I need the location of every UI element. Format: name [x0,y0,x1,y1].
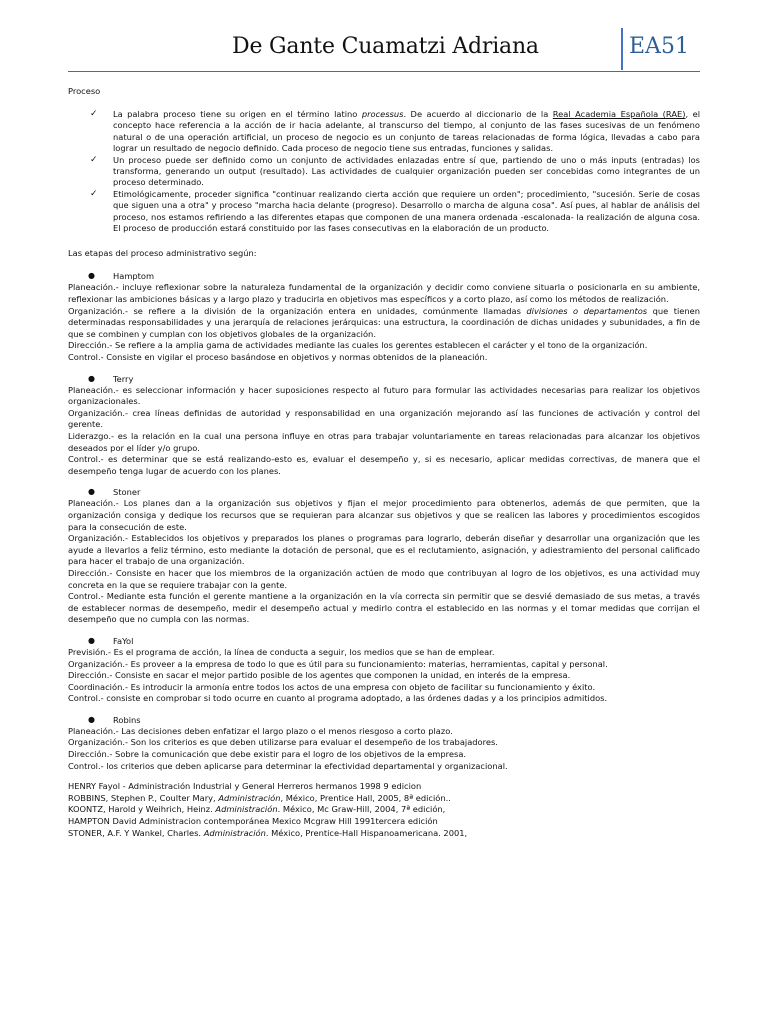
text-run: Planeación.- es seleccionar información y hacer suposiciones respecto al futuro para formular las actividades necesarias para realizar los objetivos organizacionales. [68,384,700,407]
header-rule [68,71,700,72]
text-run: que tienen determinadas responsabilidades y una jerarquía de relaciones jerárquicas: una estructura, la coordinación de dichas unidades y subunidades, a fin de que se combinen y cumplan con los objetivos globales de la organización. [68,305,700,339]
italic-title: Administración [218,792,281,803]
text-run: Organización.- Establecidos los objetivos y preparados los planes o programas para lograrlo, deberán diseñar y desarrollar una organización que les ayude a llevarlos a feliz término, esto mediante la dotación de personal, que es el reclutamiento, asignación, y adiestramiento del personal calificado para hacer el trabajo de una organización. [68,533,700,567]
references-list [68,781,700,839]
text-run: Control.- Mediante esta función el gerente mantiene a la organización en la vía correcta sin permitir que se desvié demasiado de sus metas, a través de establecer normas de desempeño, medir el desempeño actual y medirlo contra el establecido en las normas y el tomar medidas que corrijan el desempeño que no cumpla con las normas. [68,591,700,625]
text-run: , México, Prentice Hall, 2005, 8ª edición.. [280,792,451,803]
text-run: Dirección.- Sobre la comunicación que debe existir para el logro de los objetivos de la empresa. [68,749,467,760]
stage-entry [68,659,700,671]
author-name: Terry [113,373,134,384]
text-run: Dirección.- Consiste en hacer que los miembros de la organización actúen de modo que contribuyan al logro de los objetivos, es una actividad muy concreta en la que se requiere trabajar con la gente. [68,567,700,590]
checkmark-icon: ✓ [90,188,98,199]
author-name-header: De Gante Cuamatzi Adriana [232,34,539,59]
text-run: ROBBINS, Stephen P., Coulter Mary, [68,792,219,803]
author-block [68,635,700,705]
stage-entry [68,726,700,738]
stage-entry [68,385,700,408]
author-block [68,486,700,626]
stage-entry [68,647,700,659]
reference-item [68,816,700,828]
author-name: Stoner [113,487,141,498]
italic-title: Administración [215,804,278,815]
stage-entry [68,408,700,431]
author-heading [68,373,700,385]
text-run: Liderazgo.- es la relación en la cual una persona influye en otras para trabajar voluntariamente en tareas relacionadas para alcanzar los objetivos deseados por el líder y/o grupo. [68,431,700,453]
stage-entry [68,306,700,341]
checkmark-icon: ✓ [90,154,98,165]
text-run: Control.- consiste en comprobar si todo ocurre en cuanto al programa adoptado, a las órdenes dadas y a los principios admitidos. [68,693,608,704]
header-separator [621,28,623,70]
text-run: HAMPTON David Administracion contemporánea Mexico Mcgraw Hill 1991tercera edición [68,816,438,827]
text-run: . México, Mc Graw-Hill, 2004, 7ª edición, [277,804,446,815]
author-name: Robins [113,714,141,725]
item-text: Etimológicamente, proceder significa "continuar realizando cierta acción que requiere un orden"; procedimiento, "sucesión. Serie de cosas que siguen una a otra" y proceso "marcha hacia delante (progreso). Desarrollo o marcha de alguna cosa". Así pues, al hablar de análisis del proceso, nos estamos refiriendo a las diferentes etapas que componen de una manera ordenada -escalonada- la realización de alguna cosa. El proceso de producción estará constituido por las fases consecutivas en la elaboración de un producto. [113,188,700,234]
author-name: Hamptom [113,271,155,282]
checklist-item [68,109,700,155]
text-run: Control.- los criterios que deben aplicarse para determinar la efectividad departamental y organizacional. [68,760,508,771]
text-run: La palabra proceso tiene su origen en el término latino [113,109,362,119]
definition-checklist [68,109,700,234]
item-text [113,109,700,153]
stage-entry [68,352,700,364]
stage-entry [68,431,700,454]
text-run: KOONTZ, Harold y Weihrich, Heinz. [68,804,216,815]
author-heading [68,714,700,726]
text-run: HENRY Fayol - Administración Industrial y General Herreros hermanos 1998 9 edicion [68,781,422,792]
stage-entry [68,737,700,749]
item-text: Un proceso puede ser definido como un conjunto de actividades enlazadas entre sí que, partiendo de uno o más inputs (entradas) los transforma, generando un output (resultado). Las actividades de cualquier organización pueden ser concebidas como integrantes de un proceso determinado. [113,154,700,188]
stage-entry [68,454,700,477]
text-run: Planeación.- Los planes dan a la organización sus objetivos y fijan el mejor procedimiento para obtenerlos, además de que permiten, que la organización consiga y dedique los recursos que se requieran para alcanzar sus objetivos y que se realicen las labores y procedimientos escogidos para la consecución de este. [68,498,700,532]
bullet-icon: ● [88,271,95,281]
author-block [68,270,700,363]
text-run: Coordinación.- Es introducir la armonía entre todos los actos de una empresa con objeto de facilitar su funcionamiento y éxito. [68,681,596,692]
etapas-heading: Las etapas del proceso administrativo según: [68,248,257,259]
author-name: FaYol [113,635,134,646]
bullet-icon: ● [88,373,95,383]
text-run: Dirección.- Se refiere a la amplia gama de actividades mediante las cuales los gerentes establecen el carácter y el tono de la organización. [68,340,648,351]
author-heading [68,270,700,282]
text-run: Organización.- Son los criterios es que deben utilizarse para evaluar el desempeño de los trabajadores. [68,737,498,748]
text-run: Control.- Consiste en vigilar el proceso basándose en objetivos y normas obtenidos de la planeación. [68,352,488,363]
author-heading [68,486,700,498]
stage-entry [68,693,700,705]
stage-entry [68,591,700,626]
author-block [68,373,700,478]
stage-entry [68,533,700,568]
reference-item [68,781,700,793]
stage-entry [68,682,700,694]
document-body [68,86,700,839]
text-run: Previsión.- Es el programa de acción, la línea de conducta a seguir, los medios que se han de emplear. [68,646,495,657]
bullet-icon: ● [88,635,95,645]
text-run: Planeación.- Las decisiones deben enfatizar el largo plazo o el menos riesgoso a corto plazo. [68,725,453,736]
italic-term: processus [361,109,404,119]
text-run: Control.- es determinar que se está realizando-esto es, evaluar el desempeño y, si es necesario, aplicar medidas correctivas, de manera que el desempeño tenga lugar de acuerdo con los planes. [68,454,700,476]
stage-entry [68,761,700,773]
text-run: STONER, A.F. Y Wankel, Charles. [68,827,204,838]
checklist-item [68,155,700,189]
stage-entry [68,749,700,761]
italic-title: Administración [203,827,266,838]
bullet-icon: ● [88,714,95,724]
authors-list [68,270,700,772]
section-title: Proceso [68,86,101,96]
text-run: Organización.- se refiere a la división de la organización entera en unidades, comúnmente llamadas [68,305,527,316]
stage-entry [68,498,700,533]
text-run: . México, Prentice-Hall Hispanoamericana. 2001, [265,827,468,838]
bullet-icon: ● [88,487,95,497]
author-block [68,714,700,772]
stage-entry [68,282,700,305]
text-run: Organización.- crea líneas definidas de autoridad y responsabilidad en una organización mejorando así las funciones de activación y control del gerente. [68,407,700,430]
checkmark-icon: ✓ [90,109,98,119]
rae-link[interactable]: Real Academia Española (RAE) [552,109,686,119]
italic-term: divisiones o departamentos [526,305,648,316]
reference-item [68,828,700,840]
text-run: Organización.- Es proveer a la empresa de todo lo que es útil para su funcionamiento: materias, herramientas, capital y personal. [68,658,608,669]
text-run: Planeación.- incluye reflexionar sobre la naturaleza fundamental de la organización y decidir como conviene situarla o posicionarla en su ambiente, reflexionar las ambiciones básicas y a largo plazo y traducirla en objetivos mas específicos y a corto plazo, así como los métodos de realización. [68,282,700,305]
stage-entry [68,340,700,352]
stage-entry [68,568,700,591]
page-header [0,22,768,74]
reference-item [68,804,700,816]
text-run: . De acuerdo al diccionario de la [403,109,553,119]
text-run: Dirección.- Consiste en sacar el mejor partido posible de los agentes que componen la unidad, en interés de la empresa. [68,670,571,681]
checklist-item [68,189,700,235]
stage-entry [68,670,700,682]
reference-item [68,793,700,805]
author-heading [68,635,700,647]
group-code: EA51 [629,34,689,59]
text-run: , el concepto hace referencia a la acción de ir hacia adelante, al transcurso del tiempo, al conjunto de las fases sucesivas de un fenómeno natural o de una operación artificial, un proceso de negocio es un conjunto de tareas relacionadas de forma lógica, llevadas a cabo para lograr un resultado de negocio definido. Cada proceso de negocio tiene sus entradas, funciones y salidas. [113,109,701,154]
